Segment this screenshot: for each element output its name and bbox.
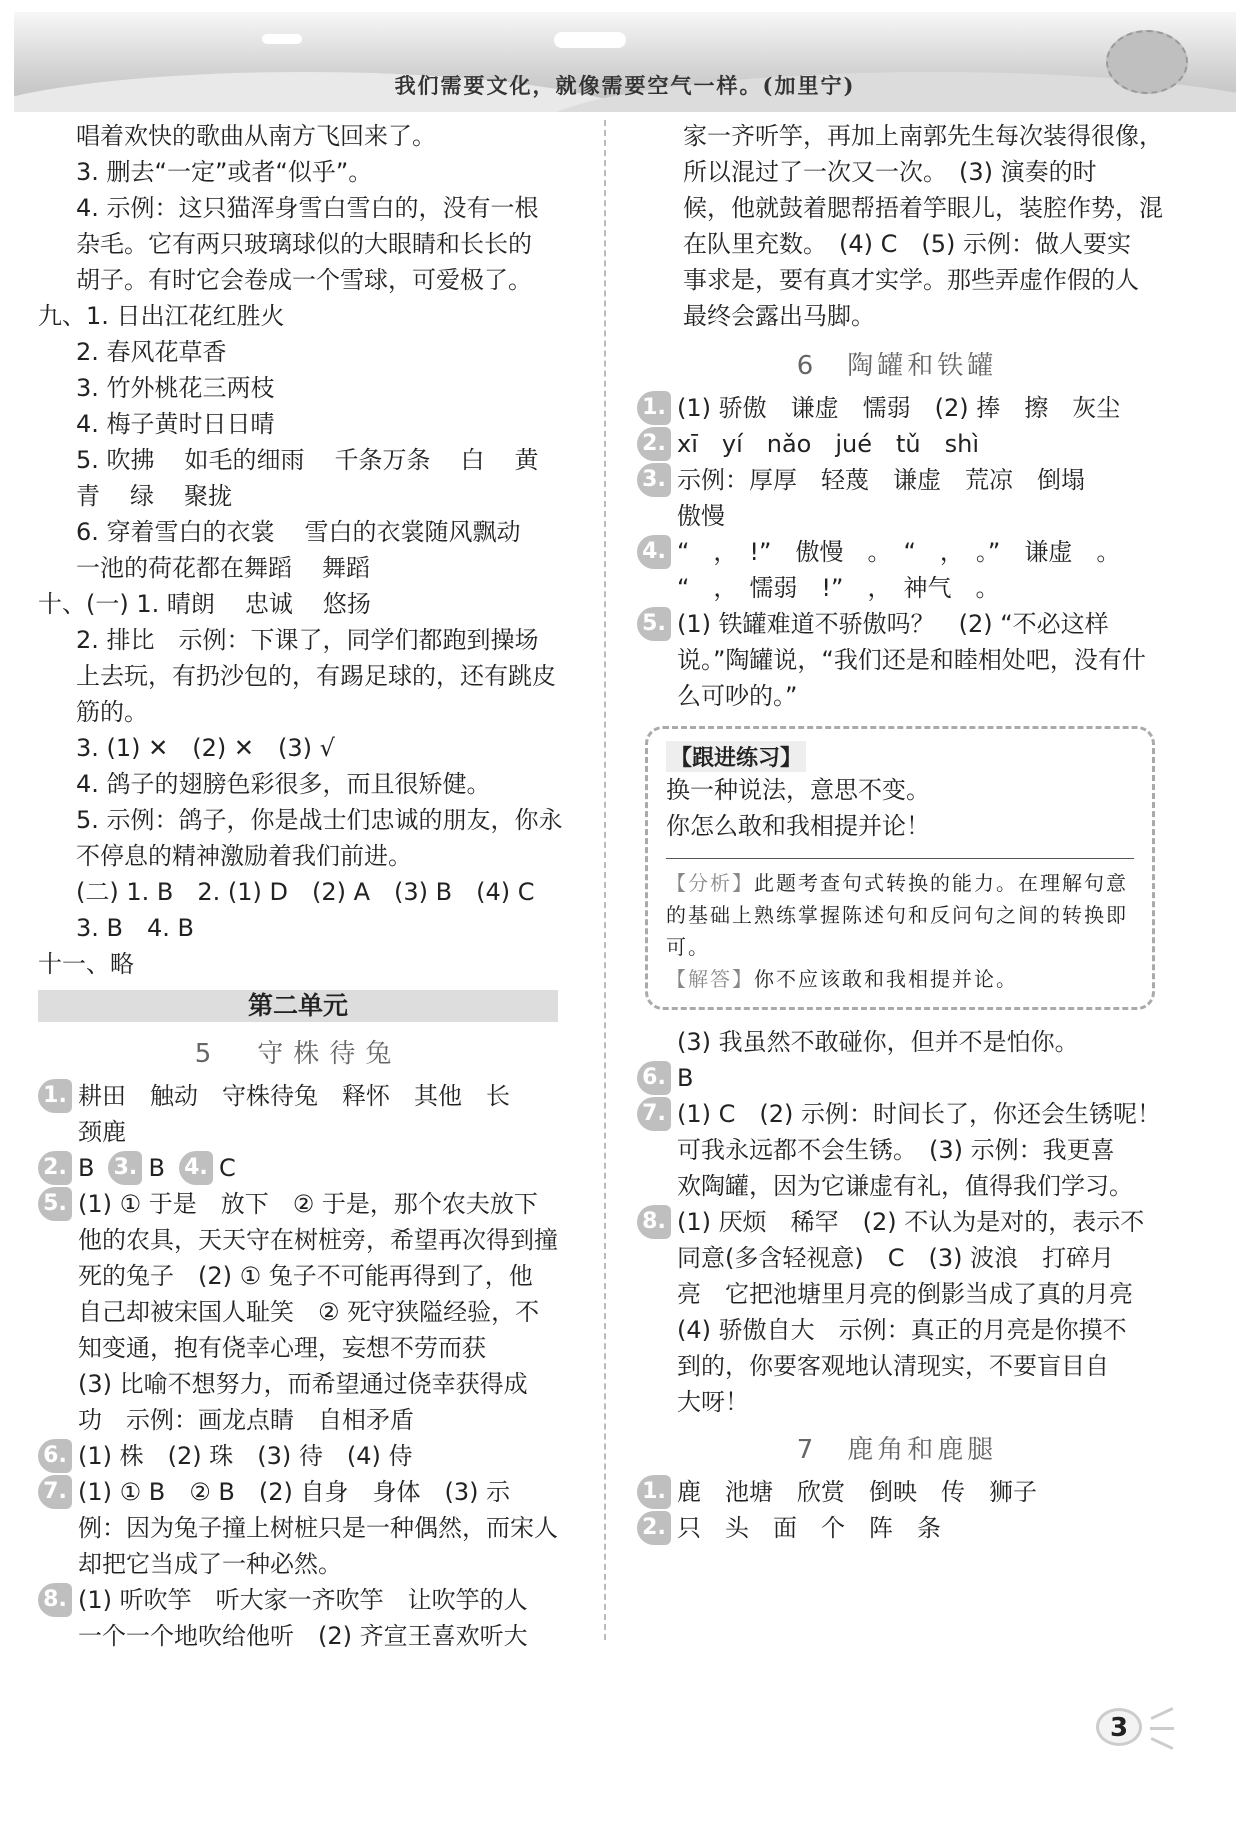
answer-line: 死的兔子 (2) ① 兔子不可能再得到了，他 <box>78 1262 533 1290</box>
answer-line: 自己却被宋国人耻笑 ② 死守狭隘经验，不 <box>78 1298 540 1326</box>
practice-title: 【跟进练习】 <box>666 741 806 772</box>
answer-line: 3. B 4. B <box>76 914 194 942</box>
answer-text: 鹿 池塘 欣赏 倒映 传 狮子 <box>677 1478 1037 1506</box>
question-badge: 2. <box>637 1511 671 1545</box>
answer-line: (1) 铁罐难道不骄傲吗？ (2) “不必这样 <box>677 610 1109 638</box>
question-4 <box>637 534 1157 606</box>
answer-word: 黄 <box>514 446 539 474</box>
answer-line: 他的农具，天天守在树桩旁，希望再次得到撞 <box>78 1226 558 1254</box>
answer-word: 雪白的衣裳随风飘动 <box>304 518 521 546</box>
answer-text: (1) 骄傲 谦虚 懦弱 (2) 捧 擦 灰尘 <box>677 394 1121 422</box>
question-1 <box>637 390 1157 426</box>
answer-word: 6. 穿着雪白的衣裳 <box>76 518 275 546</box>
answer-line: 事求是，要有真才实学。那些弄虚作假的人 <box>683 266 1139 294</box>
answer-line: 3. (1) ✕ (2) ✕ (3) √ <box>76 734 335 762</box>
question-8 <box>637 1204 1157 1420</box>
answer-line: (1) 厌烦 稀罕 (2) 不认为是对的，表示不 <box>677 1208 1145 1236</box>
question-badge: 5. <box>637 607 671 641</box>
question-2-4 <box>38 1150 558 1186</box>
answer-line: 3. 竹外桃花三两枝 <box>76 374 275 402</box>
question-badge: 1. <box>637 1475 671 1509</box>
question-badge: 7. <box>38 1475 72 1509</box>
question-badge: 5. <box>38 1187 72 1221</box>
answer-line <box>38 514 558 550</box>
section-eleven: 十一、略 <box>38 950 134 978</box>
page-number: 3 <box>1096 1708 1142 1746</box>
answer-line: 4. 鸽子的翅膀色彩很多，而且很矫健。 <box>76 770 491 798</box>
analysis-body: 此题考查句式转换的能力。在理解句意的基础上熟练掌握陈述句和反问句之间的转换即可。 <box>666 871 1128 959</box>
answer-line: “ ， 懦弱 !” ， 神气 。 <box>677 574 1000 602</box>
answer-line: (1) C (2) 示例：时间长了，你还会生锈呢！ <box>677 1100 1162 1128</box>
question-6 <box>38 1438 558 1474</box>
question-badge: 4. <box>179 1151 213 1185</box>
question-8 <box>38 1582 558 1654</box>
lesson-title: 6 陶罐和铁罐 <box>796 351 998 381</box>
header-banner <box>14 12 1236 112</box>
answer-text: B <box>78 1154 95 1182</box>
solution-text <box>666 963 1134 995</box>
header-quote: 我们需要文化，就像需要空气一样。(加里宁) <box>394 73 856 98</box>
solution-tag: 【解答】 <box>666 967 754 991</box>
answer-text: 1. 日出江花红胜火 <box>86 302 285 330</box>
spark-icon <box>1150 1727 1174 1730</box>
answer-word: 白 <box>460 446 485 474</box>
answer-line: (3) 我虽然不敢碰你，但并不是怕你。 <box>677 1028 1079 1056</box>
question-2 <box>637 1510 1157 1546</box>
question-2 <box>637 426 1157 462</box>
answer-line: 大呀！ <box>677 1388 749 1416</box>
question-6 <box>637 1060 1157 1096</box>
question-7 <box>637 1096 1162 1204</box>
answer-line: 么可吵的。” <box>677 682 798 710</box>
answer-line: 例：因为兔子撞上树桩只是一种偶然，而宋人 <box>78 1514 558 1542</box>
question-badge: 7. <box>637 1097 671 1131</box>
answer-line: 家一齐听竽，再加上南郭先生每次装得很像， <box>683 122 1163 150</box>
cloud-icon <box>262 34 302 44</box>
question-badge: 1. <box>38 1079 72 1113</box>
answer-word: 悠扬 <box>322 590 371 618</box>
answer-word: 青 <box>76 482 100 510</box>
practice-line: 你怎么敢和我相提并论！ <box>666 812 930 840</box>
answer-line: 3. 删去“一定”或者“似乎”。 <box>76 158 373 186</box>
spark-icon <box>1150 1737 1173 1750</box>
answer-line: 颈鹿 <box>78 1118 126 1146</box>
answer-word: 忠诚 <box>244 590 293 618</box>
question-badge: 6. <box>38 1439 72 1473</box>
analysis-text <box>666 867 1134 963</box>
unit-title: 第二单元 <box>38 990 558 1022</box>
answer-line: (4) 骄傲自大 示例：真正的月亮是你摸不 <box>677 1316 1127 1344</box>
answer-line <box>38 550 558 586</box>
answer-line: 2. 春风花草香 <box>76 338 227 366</box>
answer-line: “ ， !” 傲慢 。 “ ， 。” 谦虚 。 <box>677 538 1121 566</box>
left-column <box>38 118 563 1654</box>
lesson-title: 5 守株待兔 <box>194 1039 402 1069</box>
answer-line: 傲慢 <box>677 502 725 530</box>
answer-word: 绿 <box>130 482 154 510</box>
answer-line: 不停息的精神激励着我们前进。 <box>76 842 412 870</box>
question-3 <box>637 462 1157 534</box>
question-badge: 6. <box>637 1061 671 1095</box>
practice-line: 换一种说法，意思不变。 <box>666 776 930 804</box>
section-label: 九、 <box>38 302 86 330</box>
lesson-title: 7 鹿角和鹿腿 <box>796 1435 998 1465</box>
answer-text: C <box>218 1154 236 1182</box>
answer-line: 示例：厚厚 轻蔑 谦虚 荒凉 倒塌 <box>677 466 1085 494</box>
answer-word: 舞蹈 <box>322 554 370 582</box>
question-1 <box>637 1474 1157 1510</box>
answer-word: 一池的荷花都在舞蹈 <box>76 554 292 582</box>
question-badge: 1. <box>637 391 671 425</box>
answer-text: xī yí nǎo jué tǔ shì <box>677 430 979 458</box>
answer-rule <box>666 858 1134 859</box>
section-nine <box>38 298 558 334</box>
answer-line: 最终会露出马脚。 <box>683 302 875 330</box>
answer-line: 4. 梅子黄时日日晴 <box>76 410 275 438</box>
question-1 <box>38 1078 558 1150</box>
text-line: 唱着欢快的歌曲从南方飞回来了。 <box>76 122 436 150</box>
answer-word: 千条万条 <box>334 446 431 474</box>
answer-word: 聚拢 <box>184 482 232 510</box>
question-badge: 8. <box>637 1205 671 1239</box>
answer-line: 到的，你要客观地认清现实，不要盲目自 <box>677 1352 1109 1380</box>
answer-line: 5. 示例：鸽子，你是战士们忠诚的朋友，你永 <box>76 806 563 834</box>
answer-line <box>38 442 558 478</box>
answer-line: 知变通，抱有侥幸心理，妄想不劳而获 <box>78 1334 486 1362</box>
answer-line: 候，他就鼓着腮帮捂着竽眼儿，装腔作势，混 <box>683 194 1163 222</box>
answer-text: B <box>148 1154 165 1182</box>
question-badge: 3. <box>637 463 671 497</box>
answer-line: 胡子。有时它会卷成一个雪球，可爱极了。 <box>76 266 532 294</box>
column-divider <box>604 120 606 1640</box>
answer-line: 所以混过了一次又一次。 (3) 演奏的时 <box>683 158 1097 186</box>
answer-line: 功 示例：画龙点睛 自相矛盾 <box>78 1406 414 1434</box>
answer-line: 耕田 触动 守株待兔 释怀 其他 长 <box>78 1082 510 1110</box>
solution-body: 你不应该敢和我相提并论。 <box>754 967 1018 991</box>
question-5 <box>637 606 1157 714</box>
answer-line: (1) ① B ② B (2) 自身 身体 (3) 示 <box>78 1478 511 1506</box>
question-badge: 3. <box>108 1151 142 1185</box>
question-badge: 8. <box>38 1583 72 1617</box>
answer-line: (二) 1. B 2. (1) D (2) A (3) B (4) C <box>76 878 535 906</box>
answer-line: 同意(多含轻视意) C (3) 波浪 打碎月 <box>677 1244 1115 1272</box>
answer-line: (3) 比喻不想努力，而希望通过侥幸获得成 <box>78 1370 528 1398</box>
answer-line: 亮 它把池塘里月亮的倒影当成了真的月亮 <box>677 1280 1133 1308</box>
answer-line: 上去玩，有扔沙包的，有踢足球的，还有跳皮 <box>76 662 556 690</box>
answer-line: 一个一个地吹给他听 (2) 齐宣王喜欢听大 <box>78 1622 528 1650</box>
right-column <box>637 118 1163 1546</box>
practice-box <box>645 726 1155 1010</box>
question-badge: 2. <box>637 427 671 461</box>
answer-line: 筋的。 <box>76 698 148 726</box>
answer-word: 5. 吹拂 <box>76 446 155 474</box>
answer-text: B <box>677 1064 694 1092</box>
answer-text: 只 头 面 个 阵 条 <box>677 1514 941 1542</box>
question-7 <box>38 1474 558 1582</box>
answer-line: 却把它当成了一种必然。 <box>78 1550 342 1578</box>
answer-line: 在队里充数。 (4) C (5) 示例：做人要实 <box>683 230 1132 258</box>
answer-line: 说。”陶罐说，“我们还是和睦相处吧，没有什 <box>677 646 1146 674</box>
answer-line: 杂毛。它有两只玻璃球似的大眼睛和长长的 <box>76 230 532 258</box>
question-badge: 2. <box>38 1151 72 1185</box>
answer-line: 可我永远都不会生锈。 (3) 示例：我更喜 <box>677 1136 1115 1164</box>
answer-line: 欢陶罐，因为它谦虚有礼，值得我们学习。 <box>677 1172 1133 1200</box>
answer-line: 2. 排比 示例：下课了，同学们都跑到操场 <box>76 626 539 654</box>
cloud-icon <box>554 32 626 48</box>
answer-word: 十、(一) 1. 晴朗 <box>38 590 215 618</box>
answer-line <box>38 478 558 514</box>
answer-word: 如毛的细雨 <box>184 446 305 474</box>
spark-icon <box>1150 1707 1173 1720</box>
question-badge: 4. <box>637 535 671 569</box>
answer-line: (1) 听吹竽 听大家一齐吹竽 让吹竽的人 <box>78 1586 528 1614</box>
question-5 <box>38 1186 558 1438</box>
section-ten <box>38 586 558 622</box>
answer-text: (1) 株 (2) 珠 (3) 待 (4) 侍 <box>78 1442 413 1470</box>
answer-line: (1) ① 于是 放下 ② 于是，那个农夫放下 <box>78 1190 538 1218</box>
answer-line: 4. 示例：这只猫浑身雪白雪白的，没有一根 <box>76 194 539 222</box>
analysis-tag: 【分析】 <box>666 871 754 895</box>
